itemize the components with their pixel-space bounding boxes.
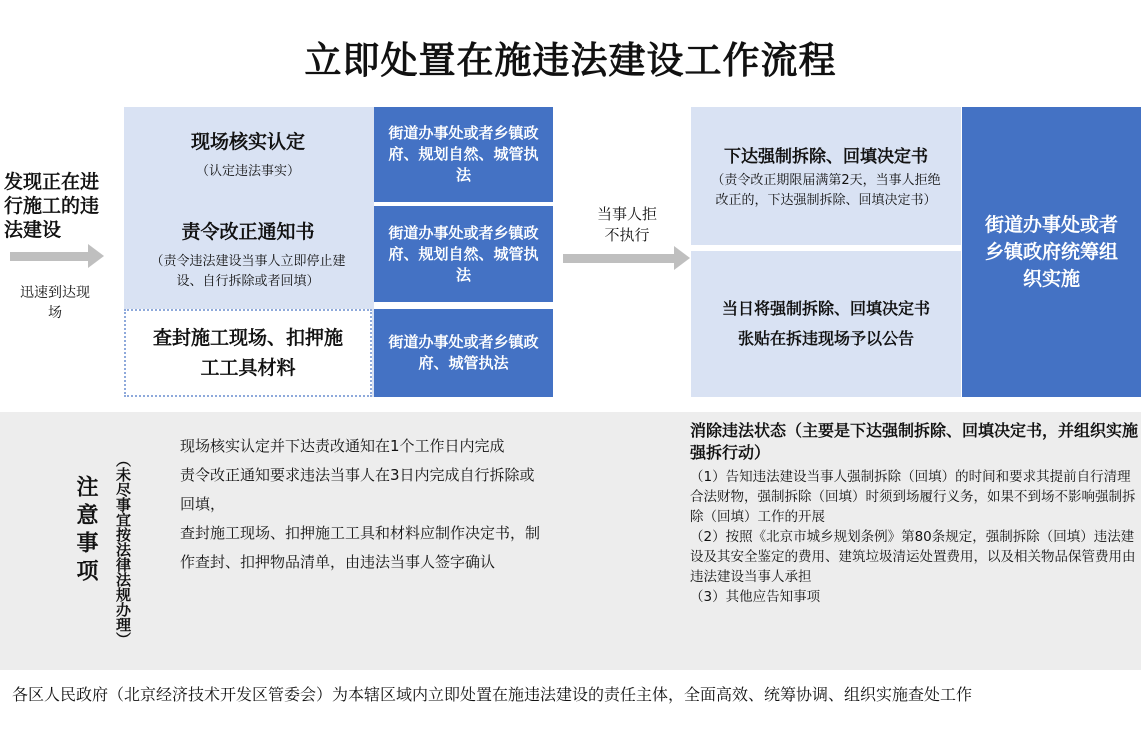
notes-left-list [180, 432, 540, 577]
notes-label: 注意事项 [73, 475, 98, 587]
notes-right-item: （2）按照《北京市城乡规划条例》第80条规定，强制拆除（回填）违法建设及其安全鉴定的费用、建筑垃圾清运处置费用，以及相关物品保管费用由违法建设当事人承担 [690, 529, 1136, 585]
notes-right-title: 消除违法状态（主要是下达强制拆除、回填决定书，并组织实施强拆行动） [690, 421, 1139, 462]
step-public-notice-heading: 当日将强制拆除、回填决定书张贴在拆违现场予以公告 [721, 299, 930, 348]
step-enforcement-decision [691, 107, 961, 245]
step-seal-seize [124, 309, 372, 397]
step-correction-notice-responsible [374, 206, 553, 302]
step-enforcement-decision-heading: 下达强制拆除、回填决定书 [724, 146, 928, 167]
right-responsible-text: 街道办事处或者乡镇政府统筹组织实施 [984, 213, 1118, 290]
notes-right-list [690, 467, 1136, 607]
page-title: 立即处置在施违法建设工作流程 [304, 39, 837, 82]
notes-sub-label: （未尽事宜按法律法规办理） [114, 452, 132, 647]
step-correction-notice-heading: 责令改正通知书 [181, 220, 315, 243]
middle-arrow-shaft [563, 254, 674, 263]
step-correction-notice-sub: （责令违法建设当事人立即停止建设、自行拆除或者回填） [150, 253, 346, 289]
notes-right-item: （3）其他应告知事项 [690, 589, 821, 605]
step-correction-notice [124, 206, 372, 302]
step-seal-seize-responsible [374, 309, 553, 397]
footer-text: 各区人民政府（北京经济技术开发区管委会）为本辖区域内立即处置在施违法建设的责任主体，全面高效、统筹协调、组织实施查处工作 [12, 685, 973, 704]
notes-right-item: （1）告知违法建设当事人强制拆除（回填）的时间和要求其提前自行清理合法财物，强制拆除（回填）时须到场履行义务，如果不到场不影响强制拆除（回填）工作的开展 [690, 469, 1136, 525]
notes-left-item: 现场核实认定并下达责改通知在1个工作日内完成 [180, 437, 505, 455]
start-arrow-label: 迅速到达现场 [20, 285, 90, 321]
step-seal-seize-heading: 查封施工现场、扣押施工工具材料 [152, 327, 343, 379]
step-onsite-verification-responsible [374, 107, 553, 202]
notes-left-item: 查封施工现场、扣押施工工具和材料应制作决定书，制作查封、扣押物品清单，由违法当事人签字确认 [180, 524, 541, 571]
step-public-notice [691, 251, 961, 397]
step-seal-seize-responsible-text: 街道办事处或者乡镇政府、城管执法 [388, 333, 539, 372]
step-enforcement-decision-sub: （责令改正期限届满第2天，当事人拒绝改正的，下达强制拆除、回填决定书） [711, 172, 941, 208]
notes-left-item: 责令改正通知要求违法当事人在3日内完成自行拆除或回填， [180, 466, 535, 513]
start-arrow-head [88, 244, 104, 268]
step-onsite-verification-responsible-text: 街道办事处或者乡镇政府、规划自然、城管执法 [388, 124, 539, 184]
step-onsite-verification-sub: （认定违法事实） [195, 164, 300, 179]
step-onsite-verification [124, 107, 372, 202]
middle-arrow-head [674, 246, 690, 270]
right-responsible [962, 107, 1141, 397]
start-arrow-shaft [10, 252, 88, 261]
middle-arrow-label: 当事人拒不执行 [596, 205, 657, 244]
step-correction-notice-responsible-text: 街道办事处或者乡镇政府、规划自然、城管执法 [388, 223, 539, 284]
step-onsite-verification-heading: 现场核实认定 [190, 131, 305, 153]
start-node-label: 发现正在进行施工的违法建设 [4, 171, 100, 241]
